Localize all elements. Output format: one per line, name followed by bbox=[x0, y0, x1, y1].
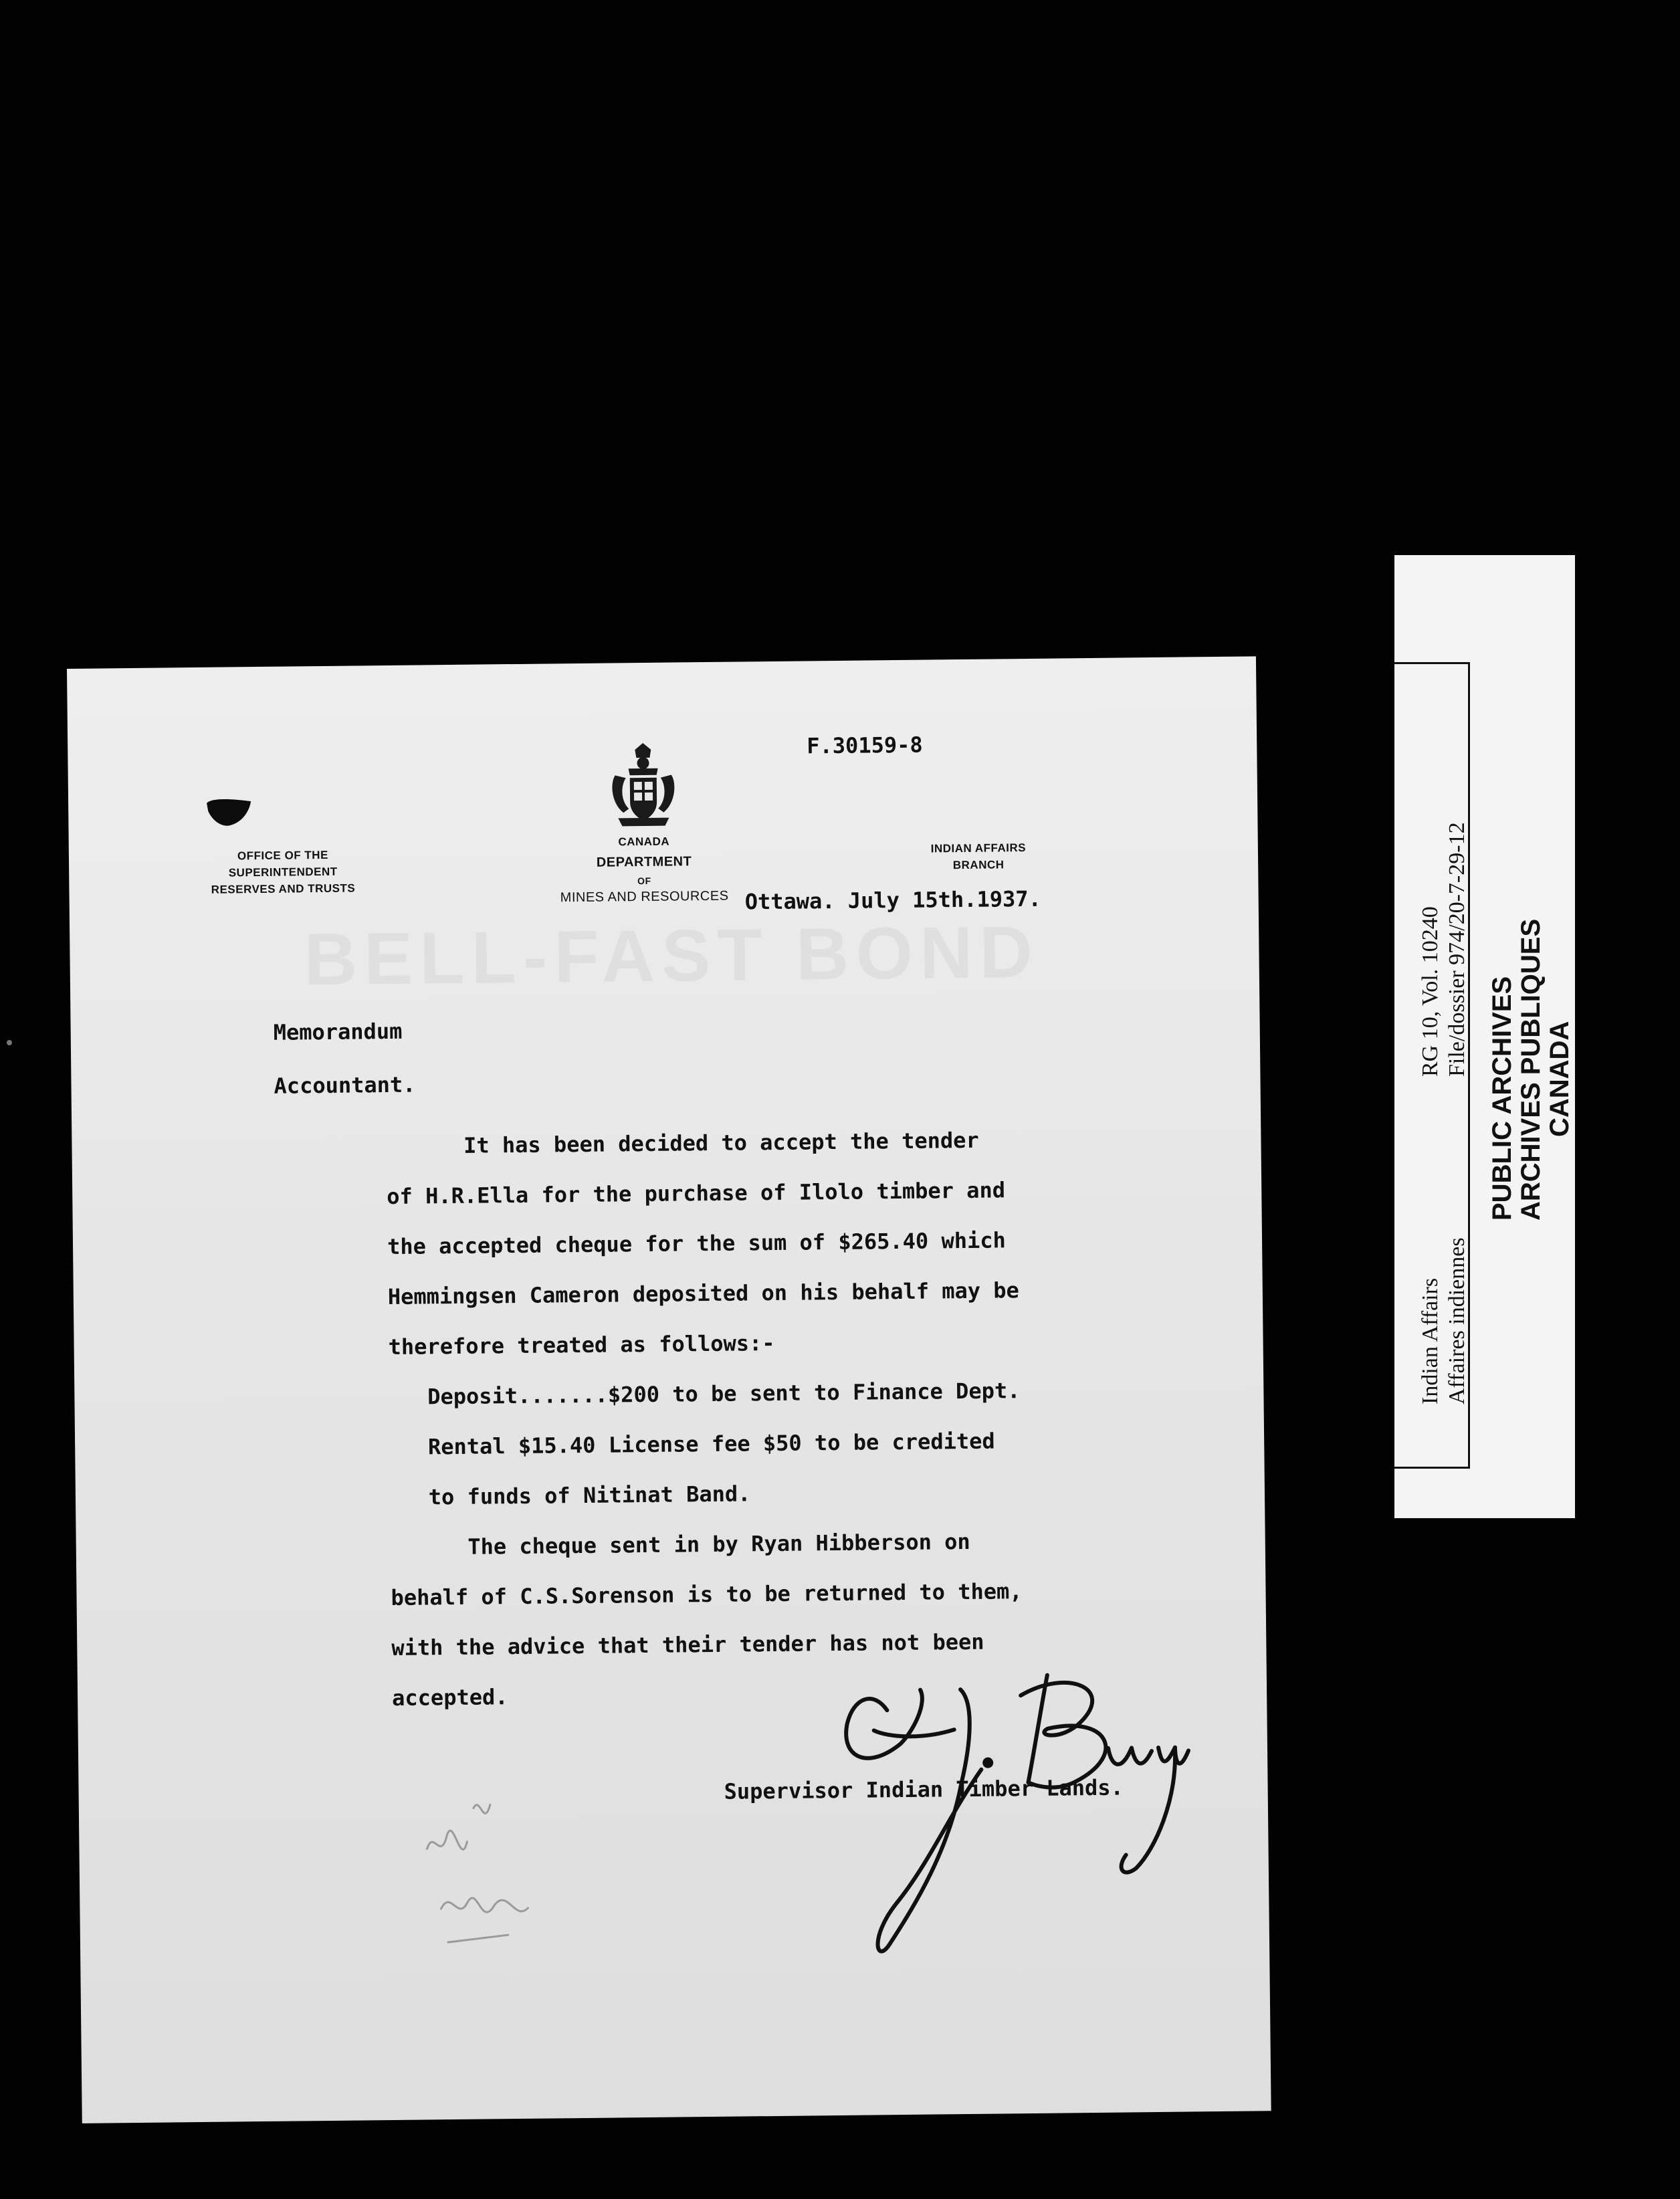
body-line: behalf of C.S.Sorenson is to be returned to them, bbox=[391, 1578, 1023, 1611]
body-line: Deposit.......$200 to be sent to Finance Dept. bbox=[389, 1378, 1021, 1410]
paper-watermark bbox=[304, 910, 1040, 1003]
pencil-annotation bbox=[399, 1767, 615, 1983]
archive-series-fr: Affaires indiennes bbox=[1445, 1237, 1469, 1404]
handwritten-signature bbox=[826, 1647, 1204, 1965]
letterhead-office-line: RESERVES AND TRUSTS bbox=[211, 881, 356, 896]
body-line: It has been decided to accept the tender bbox=[386, 1127, 979, 1160]
archive-name-fr: ARCHIVES PUBLIQUES bbox=[1516, 918, 1546, 1221]
body-line: the accepted cheque for the sum of $265.40 which bbox=[387, 1227, 1006, 1260]
ink-blot bbox=[205, 797, 252, 828]
body-line: of H.R.Ella for the purchase of Ilolo timber and bbox=[387, 1177, 1006, 1210]
body-line: Hemmingsen Cameron deposited on his behalf may be bbox=[387, 1277, 1020, 1310]
letterhead-country: CANADA bbox=[618, 835, 670, 849]
date-line: Ottawa. July 15th.1937. bbox=[744, 885, 1041, 915]
memo-heading: Memorandum bbox=[273, 1018, 403, 1045]
body-line: to funds of Nitinat Band. bbox=[389, 1481, 751, 1511]
archive-file-number: File/dossier 974/20-7-29-12 bbox=[1445, 822, 1469, 1077]
archive-name-en: PUBLIC ARCHIVES bbox=[1487, 976, 1517, 1221]
letterhead-ministry: MINES AND RESOURCES bbox=[560, 888, 729, 906]
memo-recipient: Accountant. bbox=[274, 1071, 416, 1099]
archive-series-en: Indian Affairs bbox=[1418, 1277, 1443, 1404]
letterhead-office-line: OFFICE OF THE bbox=[237, 848, 328, 863]
signature-title: Supervisor Indian Timber Lands. bbox=[724, 1774, 1124, 1804]
body-line: Rental $15.40 License fee $50 to be credited bbox=[389, 1428, 995, 1461]
body-line: accepted. bbox=[391, 1684, 508, 1711]
letterhead-branch-line: BRANCH bbox=[952, 858, 1005, 872]
letter-sheet bbox=[67, 656, 1271, 2123]
letterhead-department: DEPARTMENT bbox=[596, 854, 692, 870]
body-line: therefore treated as follows:- bbox=[388, 1330, 775, 1360]
letterhead-branch-line: INDIAN AFFAIRS bbox=[930, 841, 1027, 855]
letterhead-of: OF bbox=[637, 875, 651, 887]
body-line: with the advice that their tender has not been bbox=[391, 1629, 984, 1661]
file-number: F.30159-8 bbox=[807, 732, 923, 759]
letterhead-branch bbox=[912, 839, 1046, 874]
archive-country: CANADA bbox=[1545, 1021, 1574, 1137]
letterhead-office-line: SUPERINTENDENT bbox=[228, 865, 338, 879]
coat-of-arms-icon bbox=[603, 742, 684, 830]
body-line: The cheque sent in by Ryan Hibberson on bbox=[390, 1528, 970, 1561]
scan-dust-mark bbox=[7, 1040, 12, 1045]
letterhead-office bbox=[196, 846, 371, 898]
archive-reference: RG 10, Vol. 10240 bbox=[1418, 906, 1443, 1077]
